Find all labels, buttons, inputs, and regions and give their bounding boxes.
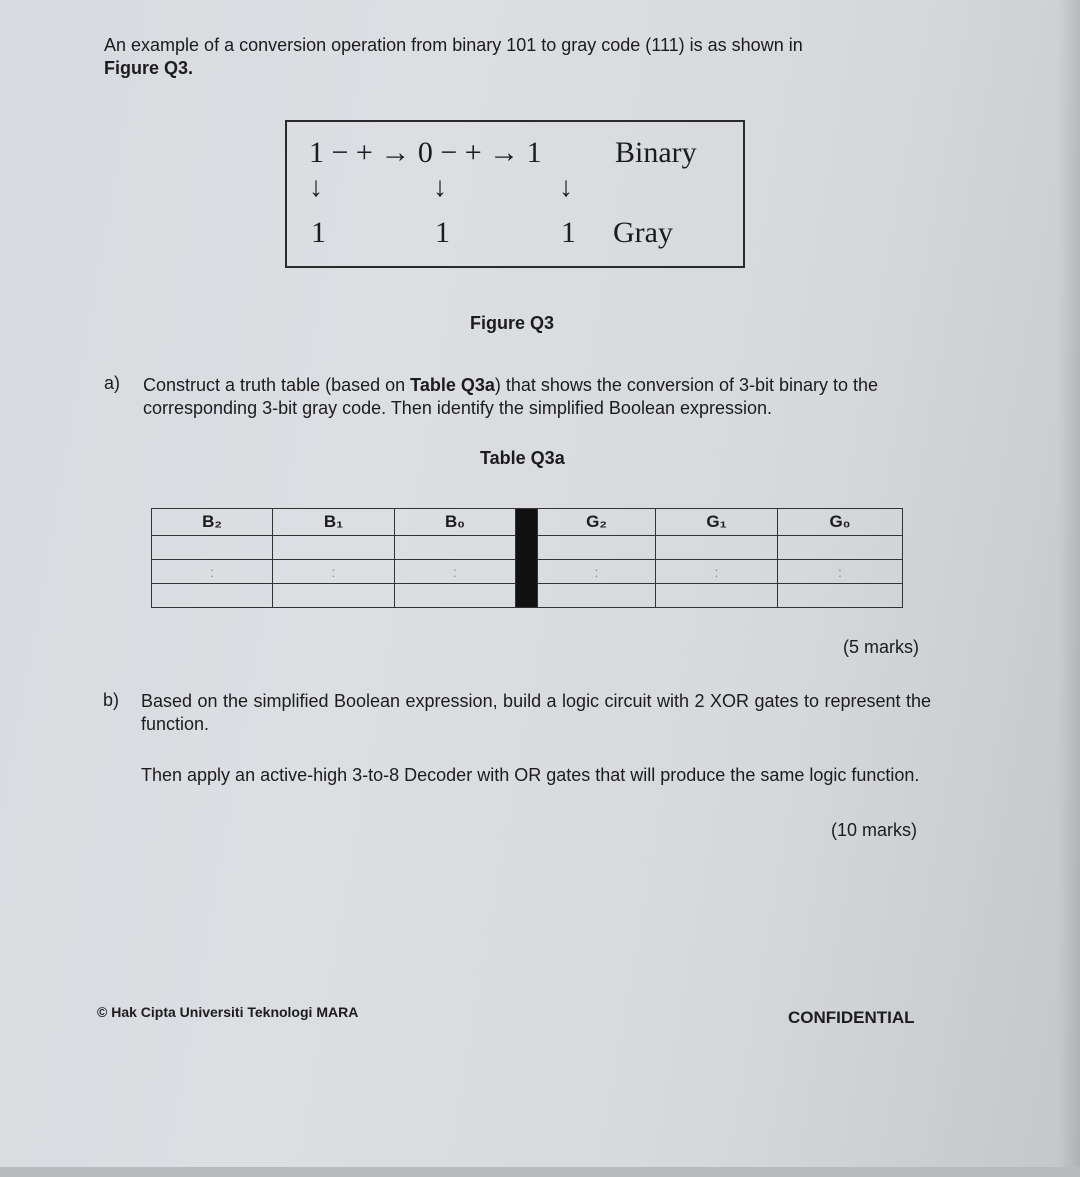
table-cell xyxy=(152,536,273,560)
header-b1: B₁ xyxy=(273,509,395,536)
table-cell xyxy=(395,536,516,560)
down-arrow-icon: ↓ xyxy=(433,172,447,203)
figure-caption: Figure Q3 xyxy=(470,313,555,333)
binary-conversion-row: 1 − + → 0 − + → 1 xyxy=(309,136,542,169)
question-a-table-ref: Table Q3a xyxy=(410,375,495,395)
question-b-marks: (10 marks) xyxy=(831,820,918,840)
table-cell xyxy=(778,584,903,608)
gray-label: Gray xyxy=(613,216,673,249)
confidential-label: CONFIDENTIAL xyxy=(788,1008,915,1027)
table-cell xyxy=(152,584,273,608)
down-arrow-icon: ↓ xyxy=(559,172,573,203)
question-b-text-2: Then apply an active-high 3-to-8 Decoder with OR gates that will produce the same logic function. xyxy=(141,765,920,785)
table-cell xyxy=(538,584,656,608)
truth-table xyxy=(151,508,903,608)
header-g0: G₀ xyxy=(778,509,903,536)
gray-value: 1 xyxy=(435,216,450,249)
table-cell xyxy=(656,584,778,608)
intro-text: An example of a conversion operation from binary 101 to gray code (111) is as shown in xyxy=(104,35,803,55)
question-a-label: a) xyxy=(104,373,121,393)
table-header-row xyxy=(152,509,903,536)
question-b-text-1: Based on the simplified Boolean expression, build a logic circuit with 2 XOR gates to represent the function. xyxy=(141,691,931,734)
table-cell xyxy=(395,584,516,608)
table-cell-ellipsis: : xyxy=(395,560,516,584)
table-cell-ellipsis: : xyxy=(273,560,395,584)
table-cell xyxy=(778,536,903,560)
table-caption: Table Q3a xyxy=(480,448,565,468)
figure-q3-box xyxy=(285,120,745,268)
down-arrow-icon: ↓ xyxy=(309,172,323,203)
table-cell xyxy=(273,536,395,560)
table-cell-ellipsis: : xyxy=(656,560,778,584)
header-g1: G₁ xyxy=(656,509,778,536)
table-divider xyxy=(516,509,538,608)
page-edge-shadow xyxy=(1058,0,1080,1177)
table-cell-ellipsis: : xyxy=(778,560,903,584)
table-cell xyxy=(538,536,656,560)
intro-paragraph xyxy=(104,34,904,80)
intro-figure-ref: Figure Q3. xyxy=(104,58,194,78)
question-a-marks: (5 marks) xyxy=(843,637,919,657)
binary-label: Binary xyxy=(615,136,697,169)
question-a-text-before: Construct a truth table (based on xyxy=(143,375,411,395)
header-g2: G₂ xyxy=(538,509,656,536)
table-cell-ellipsis: : xyxy=(538,560,656,584)
gray-value: 1 xyxy=(311,216,326,249)
copyright-notice: © Hak Cipta Universiti Teknologi MARA xyxy=(97,1004,359,1020)
gray-value: 1 xyxy=(561,216,576,249)
header-b0: B₀ xyxy=(395,509,516,536)
table-cell xyxy=(273,584,395,608)
table-cell-ellipsis: : xyxy=(152,560,273,584)
question-b-label: b) xyxy=(103,690,120,710)
question-a-text xyxy=(143,374,933,420)
question-a-text-after: ) that shows the conversion of 3-bit binary to the corresponding 3-bit gray code. Then identify the simplified Boolean expression. xyxy=(143,375,879,418)
header-b2: B₂ xyxy=(152,509,273,536)
page-bottom-shadow xyxy=(0,1167,1080,1177)
table-cell xyxy=(656,536,778,560)
